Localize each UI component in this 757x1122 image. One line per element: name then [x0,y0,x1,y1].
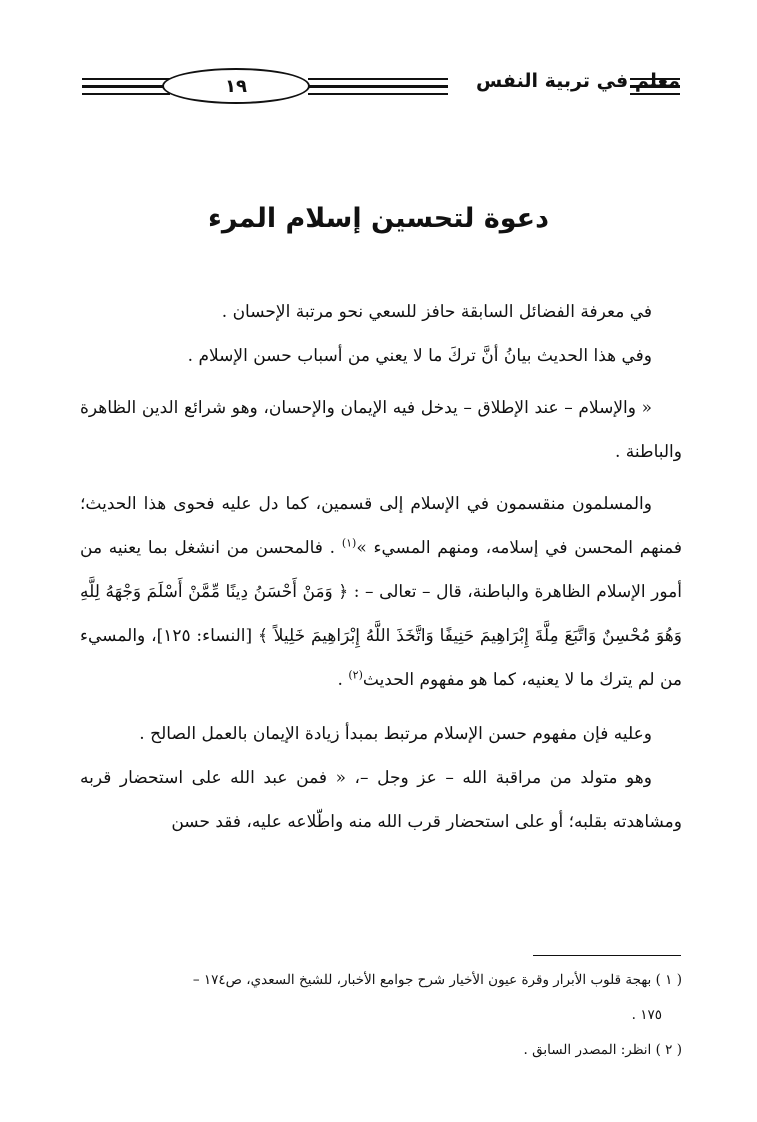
book-title: معلم في تربية النفس [476,70,680,92]
footnote [80,1033,682,1068]
paragraph [80,482,682,702]
footnotes [80,963,682,1068]
footnote [80,963,682,998]
paragraph: وعليه فإن مفهوم حسن الإسلام مرتبط بمبدأ زيادة الإيمان بالعمل الصالح . [139,724,652,744]
running-header [82,66,680,114]
header-rule [308,85,448,88]
header-rule [82,78,170,80]
paragraph: وهو متولد من مراقبة الله – عز وجل –، « فمن عبد الله على استحضار قربه ومشاهدته بقلبه؛ أو على استحضار قرب الله منه واطّلاعه عليه، فقد حسن [80,768,682,832]
header-rule [630,93,680,95]
header-rule [308,93,448,95]
paragraph: « والإسلام – عند الإطلاق – يدخل فيه الإيمان والإحسان، وهو شرائع الدين الظاهرة والباطنة . [80,398,682,462]
header-rule [82,85,170,88]
paragraph-text: [النساء: ١٢٥]، والمسيء من لم يترك ما لا يعنيه، كما هو مفهوم الحديث [80,626,682,690]
page-number-oval [162,68,310,104]
paragraph-text: . [337,670,349,690]
footnote-separator [533,955,681,956]
section-title: دعوة لتحسين إسلام المرء [208,203,549,234]
footnote-text: انظر: المصدر السابق . [523,1042,652,1058]
paragraph: في معرفة الفضائل السابقة حافز للسعي نحو مرتبة الإحسان . [221,302,652,322]
paragraph-text: والمسلمون منقسمون في الإسلام إلى قسمين، كما دل عليه فحوى هذا الحديث؛ فمنهم المحسن في إسلامه، ومنهم المسيء » [80,494,683,558]
footnote-marker: ( ١ ) [655,972,682,988]
footnote-ref: (١) [341,536,357,550]
footnote-marker: ( ٢ ) [655,1042,682,1058]
page-number: ١٩ [225,75,247,97]
body-text [80,290,682,844]
header-rule [308,78,448,80]
footnote-continuation: ١٧٥ . [631,1007,662,1023]
paragraph: وفي هذا الحديث بيانُ أنَّ تركَ ما لا يعني من أسباب حسن الإسلام . [187,346,652,366]
footnote-ref: (٢) [348,668,363,682]
footnote-text: بهجة قلوب الأبرار وقرة عيون الأخيار شرح جوامع الأخبار، للشيخ السعدي، ص١٧٤ – [192,972,652,988]
paragraph-text: . فالمحسن من انشغل بما يعنيه من أمور الإسلام الظاهرة والباطنة، قال – تعالى – : [80,538,682,602]
quran-verse: ﴿ وَمَنْ أَحْسَنُ دِينًا مِّمَّنْ أَسْلَمَ وَجْهَهُ لِلَّهِ وَهُوَ مُحْسِنٌ وَاتَّبَعَ مِلَّةَ إِبْرَاهِيمَ حَنِيفًا وَاتَّخَذَ اللَّهُ إِبْرَاهِيمَ خَلِيلاً ﴾ [80,582,682,646]
header-rule [82,93,170,95]
